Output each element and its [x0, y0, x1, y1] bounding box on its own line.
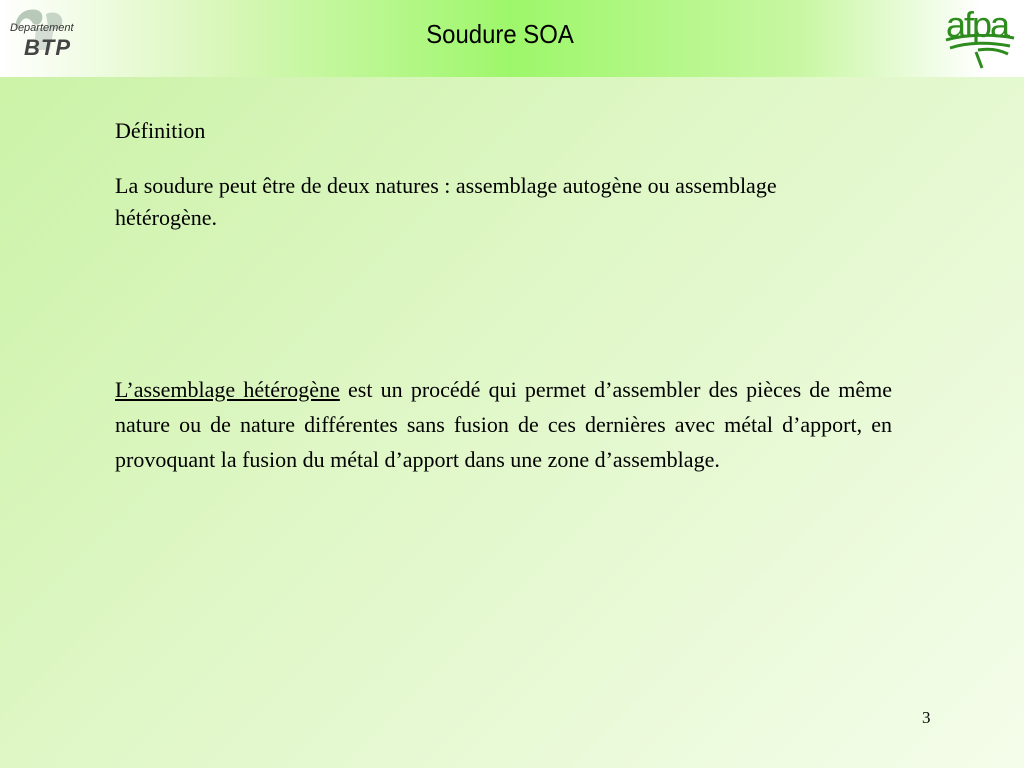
- logo-left-line2: BTP: [24, 35, 71, 60]
- definition-text: La soudure peut être de deux natures : assemblage autogène ou assemblage hétérogène.: [115, 173, 777, 230]
- definition-heading: Définition: [115, 118, 206, 143]
- afpa-wordmark: afpa: [946, 4, 1009, 45]
- slide-header: [0, 0, 1024, 77]
- page-number: 3: [922, 708, 931, 727]
- term-assemblage-heterogene: L’assemblage hétérogène: [115, 377, 340, 402]
- afpa-logo: [938, 4, 1018, 72]
- heterogeneous-assembly-paragraph: [115, 372, 892, 477]
- afpa-swoosh-icon: [938, 34, 1018, 72]
- slide-title: Soudure SOA: [426, 19, 574, 49]
- paragraph-body: est un procédé qui permet d’assembler des pièces de même nature ou de nature différentes sans fusion de ces dernières avec métal d’apport, en provoquant la fusion du métal d’apport dans une zone d’assemblage.: [115, 377, 893, 472]
- logo-left-line1: Departement: [10, 22, 74, 34]
- departement-btp-logo: [6, 8, 84, 64]
